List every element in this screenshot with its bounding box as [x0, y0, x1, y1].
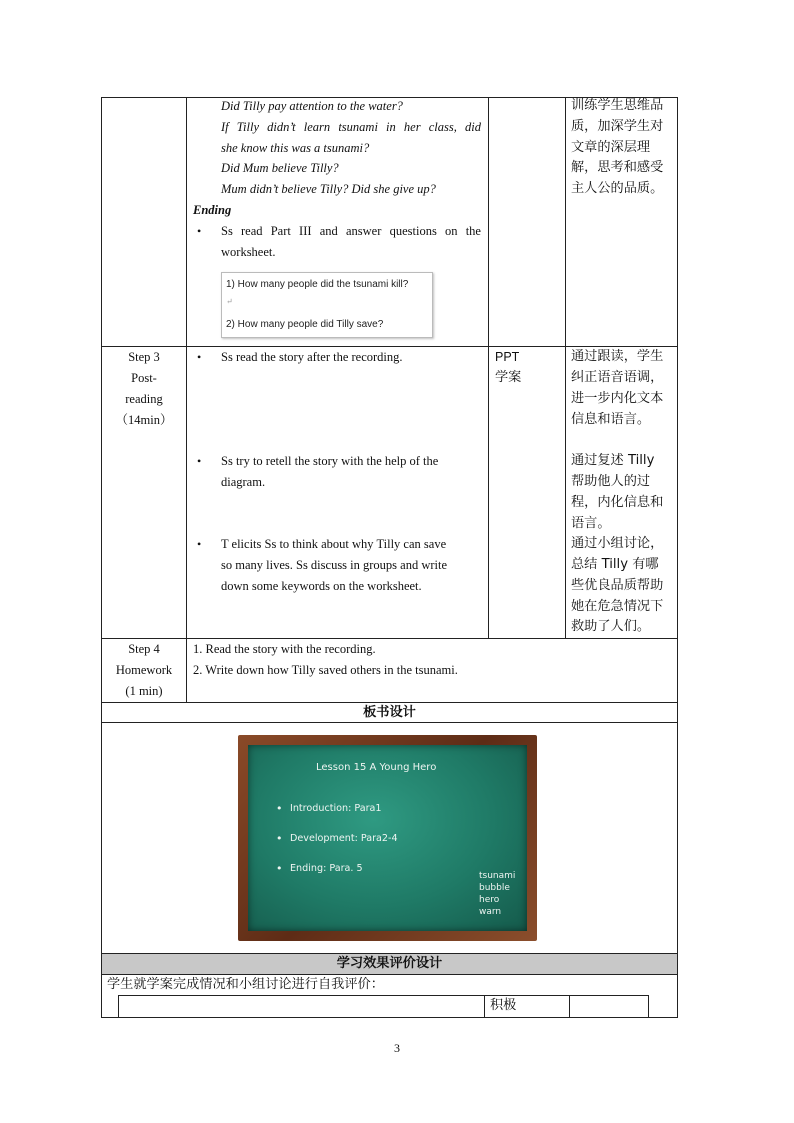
question-line: she know this was a tsunami?: [221, 141, 370, 155]
board-design-header: 板书设计: [363, 705, 416, 720]
step-label: Post-: [131, 371, 157, 385]
purpose-line: 通过跟读，学生: [571, 349, 664, 364]
question-line: Did Tilly pay attention to the water?: [221, 99, 403, 113]
step-label: (1 min): [125, 684, 163, 698]
row-divider: [101, 1017, 678, 1018]
board-bullet: Development: Para2-4: [290, 833, 398, 844]
question-line: Did Mum believe Tilly?: [221, 161, 339, 175]
activity-line: down some keywords on the worksheet.: [221, 579, 422, 593]
purpose-line: 信息和语言。: [571, 412, 651, 427]
purpose-line: 语言。: [571, 516, 611, 531]
board-bullet-dot: •: [276, 832, 283, 845]
purpose-line: 纠正语音语调，: [571, 370, 664, 385]
homework-item: 1. Read the story with the recording.: [193, 642, 376, 656]
activity-line: diagram.: [221, 475, 266, 489]
purpose-line: 文章的深层理: [571, 140, 651, 155]
activity-line: Ss read the story after the recording.: [221, 350, 403, 364]
purpose-line: 主人公的品质。: [571, 181, 664, 196]
board-bullet: Ending: Para. 5: [290, 863, 363, 874]
purpose-line: 帮助他人的过: [571, 474, 651, 489]
board-word: bubble: [479, 883, 510, 893]
step-label: Step 3: [128, 350, 160, 364]
homework-item: 2. Write down how Tilly saved others in the tsunami.: [193, 663, 458, 677]
ending-label: Ending: [193, 203, 232, 217]
step-label: reading: [125, 392, 163, 406]
blackboard-image: [238, 735, 537, 941]
board-bullet: Introduction: Para1: [290, 803, 382, 814]
resource-item: PPT: [495, 350, 520, 364]
evaluation-header: 学习效果评价设计: [336, 956, 443, 971]
activity-line: T elicits Ss to think about why Tilly can save: [221, 537, 447, 551]
worksheet-questions-image: [221, 272, 433, 338]
table-border-right: [677, 97, 678, 1017]
evaluation-cell-label: 积极: [490, 998, 517, 1013]
purpose-line: 训练学生思维品: [571, 98, 664, 113]
paragraph-mark-icon: ↵: [226, 297, 233, 306]
question-line: Mum didn’t believe Tilly? Did she give up?: [221, 182, 436, 196]
purpose-line: 通过复述 Tilly: [571, 453, 655, 468]
question-line: If Tilly didn’t learn tsunami in her class, did: [221, 120, 481, 134]
col-divider: [488, 97, 489, 638]
purpose-line: 质，加深学生对: [571, 119, 664, 134]
worksheet-question: 2) How many people did Tilly save?: [226, 319, 384, 330]
bullet-dot: •: [197, 224, 202, 238]
col-divider: [186, 97, 187, 702]
worksheet-question: 1) How many people did the tsunami kill?: [226, 279, 409, 290]
purpose-line: 救助了人们。: [571, 619, 651, 634]
purpose-line: 些优良品质帮助: [571, 578, 664, 593]
board-title: Lesson 15 A Young Hero: [316, 762, 437, 773]
board-word: tsunami: [479, 871, 516, 881]
evaluation-instruction: 学生就学案完成情况和小组讨论进行自我评价：: [107, 977, 384, 992]
board-word: warn: [479, 907, 502, 917]
board-word: hero: [479, 895, 500, 905]
board-bullet-dot: •: [276, 802, 283, 815]
purpose-line: 进一步内化文本: [571, 391, 664, 406]
bullet-dot: •: [197, 350, 202, 364]
purpose-line: 通过小组讨论，: [571, 536, 664, 551]
inner-table-divider: [569, 995, 570, 1017]
purpose-line: 解，思考和感受: [571, 160, 664, 175]
inner-table-border: [648, 995, 649, 1017]
purpose-line: 程，内化信息和: [571, 495, 664, 510]
chalkboard-surface: [248, 745, 527, 931]
bullet-dot: •: [197, 454, 202, 468]
page-number: 3: [394, 1041, 400, 1055]
activity-line: so many lives. Ss discuss in groups and write: [221, 558, 448, 572]
col-divider: [565, 97, 566, 638]
ending-activity-line: worksheet.: [221, 245, 276, 259]
ending-activity-line: Ss read Part III and answer questions on the: [221, 224, 481, 238]
step-label: （14min）: [115, 413, 173, 427]
activity-line: Ss try to retell the story with the help of the: [221, 454, 439, 468]
purpose-line: 总结 Tilly 有哪: [571, 557, 659, 572]
inner-table-divider: [484, 995, 485, 1017]
step-label: Homework: [115, 663, 173, 677]
inner-table-border: [118, 995, 119, 1017]
purpose-line: 她在危急情况下: [571, 599, 664, 614]
step-label: Step 4: [128, 642, 160, 656]
table-border-left: [101, 97, 102, 1017]
bullet-dot: •: [197, 537, 202, 551]
board-bullet-dot: •: [276, 862, 283, 875]
row-divider: [101, 638, 678, 639]
resource-item: 学案: [495, 370, 522, 385]
